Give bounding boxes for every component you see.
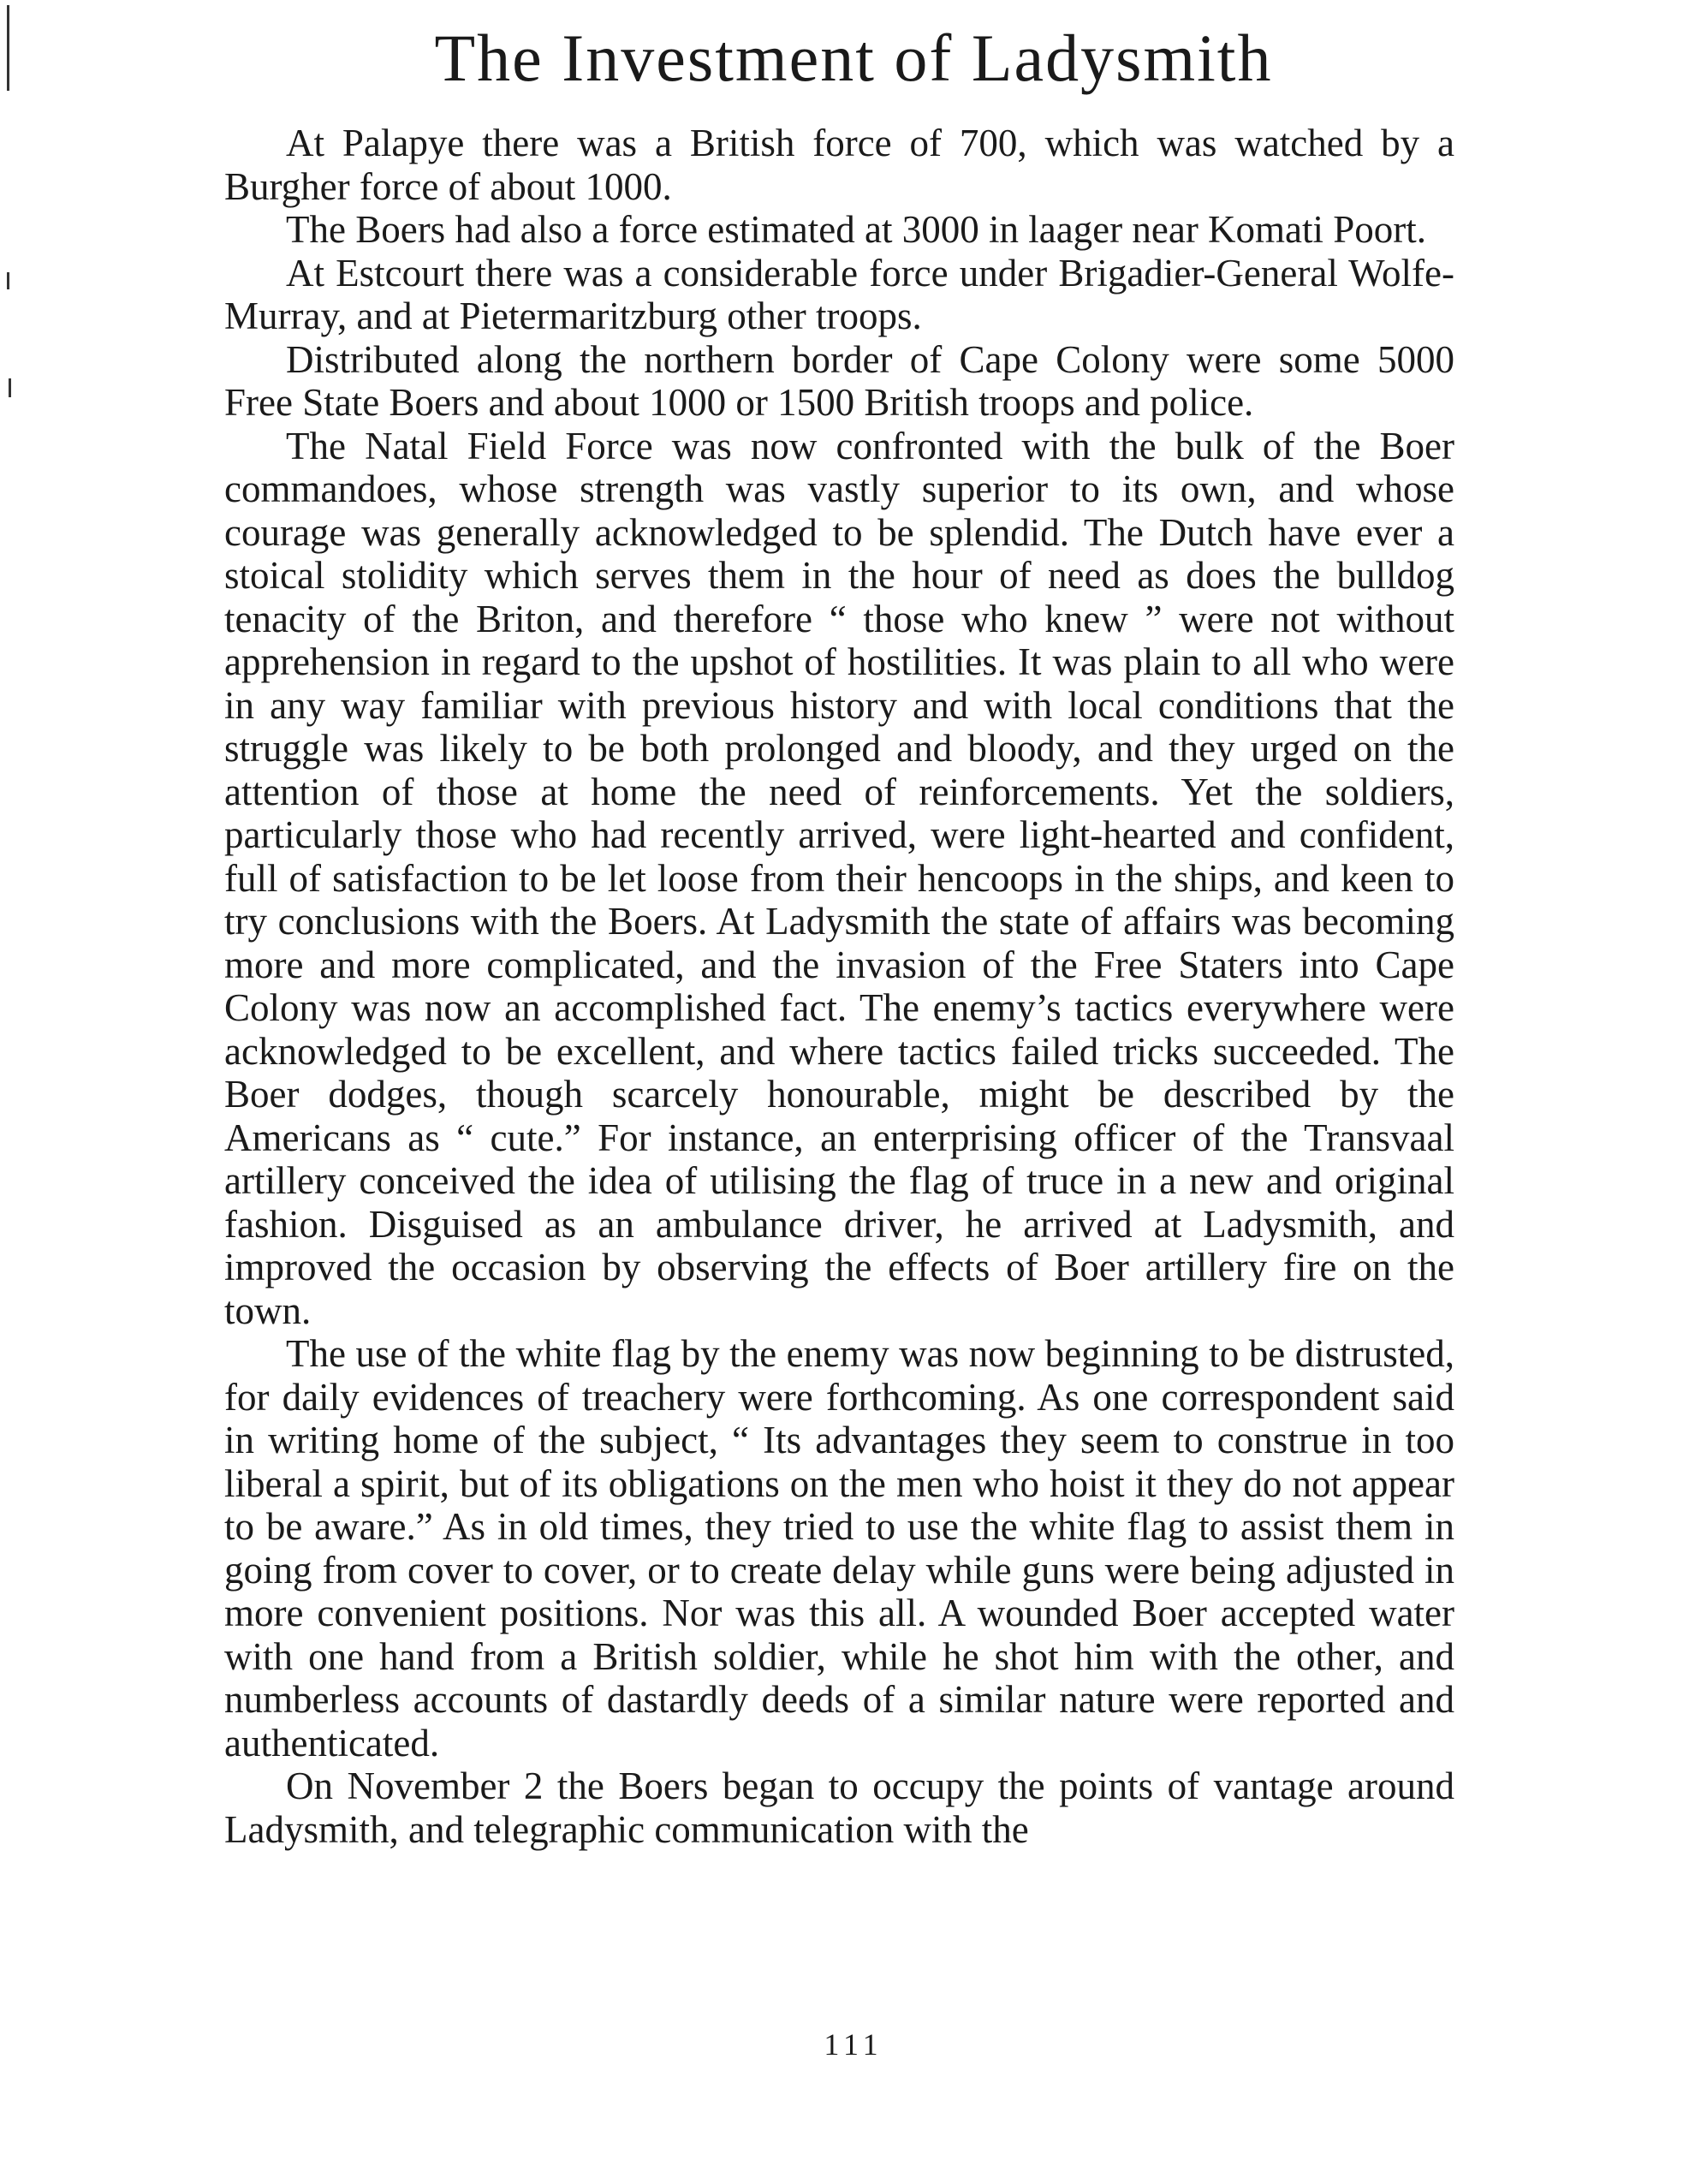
paragraph: The Boers had also a force estimated at 3000 in laager near Komati Poort.	[286, 208, 1427, 251]
paragraph: The Natal Field Force was now confronted with the bulk of the Boer commandoes, whose strength was vastly superior to its own, and whose courage was generally acknowledged to be splendid. The Dutch have ever a stoical stolidity which serves them in the hour of need as does the bulldog tenacity of the Briton, and therefore “ those who knew ” were not without apprehension in regard to the upshot of hostilities. It was plain to all who were in any way familiar with previous history and with local conditions that the struggle was likely to be both prolonged and bloody, and they urged on the attention of those at home the need of reinforcements. Yet the soldiers, particularly those who had recently arrived, were light-hearted and confident, full of satisfaction to be let loose from their hencoops in the ships, and keen to try conclusions with the Boers. At Ladysmith the state of affairs was becoming more and more complicated, and the invasion of the Free Staters into Cape Colony was now an accomplished fact. The enemy’s tactics everywhere were acknowledged to be excellent, and where tactics failed tricks succeeded. The Boer dodges, though scarcely honourable, might be described by the Americans as “ cute.” For instance, an enterprising officer of the Transvaal artillery conceived the idea of utilising the flag of truce in a new and original fashion. Disguised as an ambulance driver, he arrived at Ladysmith, and improved the occasion by observing the effects of Boer artillery fire on the town.	[224, 424, 1454, 1332]
paragraph: On November 2 the Boers began to occupy the points of vantage around Ladysmith, and telegraphic communication with the	[224, 1764, 1454, 1851]
paragraph: The use of the white flag by the enemy was now beginning to be distrusted, for daily evidences of treachery were forthcoming. As one correspondent said in writing home of the subject, “ Its advantages they seem to construe in too liberal a spirit, but of its obligations on the men who hoist it they do not appear to be aware.” As in old times, they tried to use the white flag to assist them in going from cover to cover, or to create delay while guns were being adjusted in more convenient positions. Nor was this all. A wounded Boer accepted water with one hand from a British soldier, while he shot him with the other, and numberless accounts of dastardly deeds of a similar nature were reported and authenticated.	[224, 1332, 1454, 1764]
page-number: 111	[824, 2027, 883, 2062]
body-text	[224, 122, 1454, 1851]
paragraph: Distributed along the northern border of Cape Colony were some 5000 Free State Boers and about 1000 or 1500 British troops and police.	[224, 337, 1454, 424]
paragraph: At Estcourt there was a considerable force under Brigadier-General Wolfe-Murray, and at Pietermaritzburg other troops.	[224, 251, 1454, 337]
scan-edge-mark	[9, 378, 11, 397]
paragraph: At Palapye there was a British force of 700, which was watched by a Burgher force of about 1000.	[224, 122, 1454, 208]
page-title: The Investment of Ladysmith	[434, 21, 1273, 95]
scan-edge-mark	[7, 272, 9, 289]
